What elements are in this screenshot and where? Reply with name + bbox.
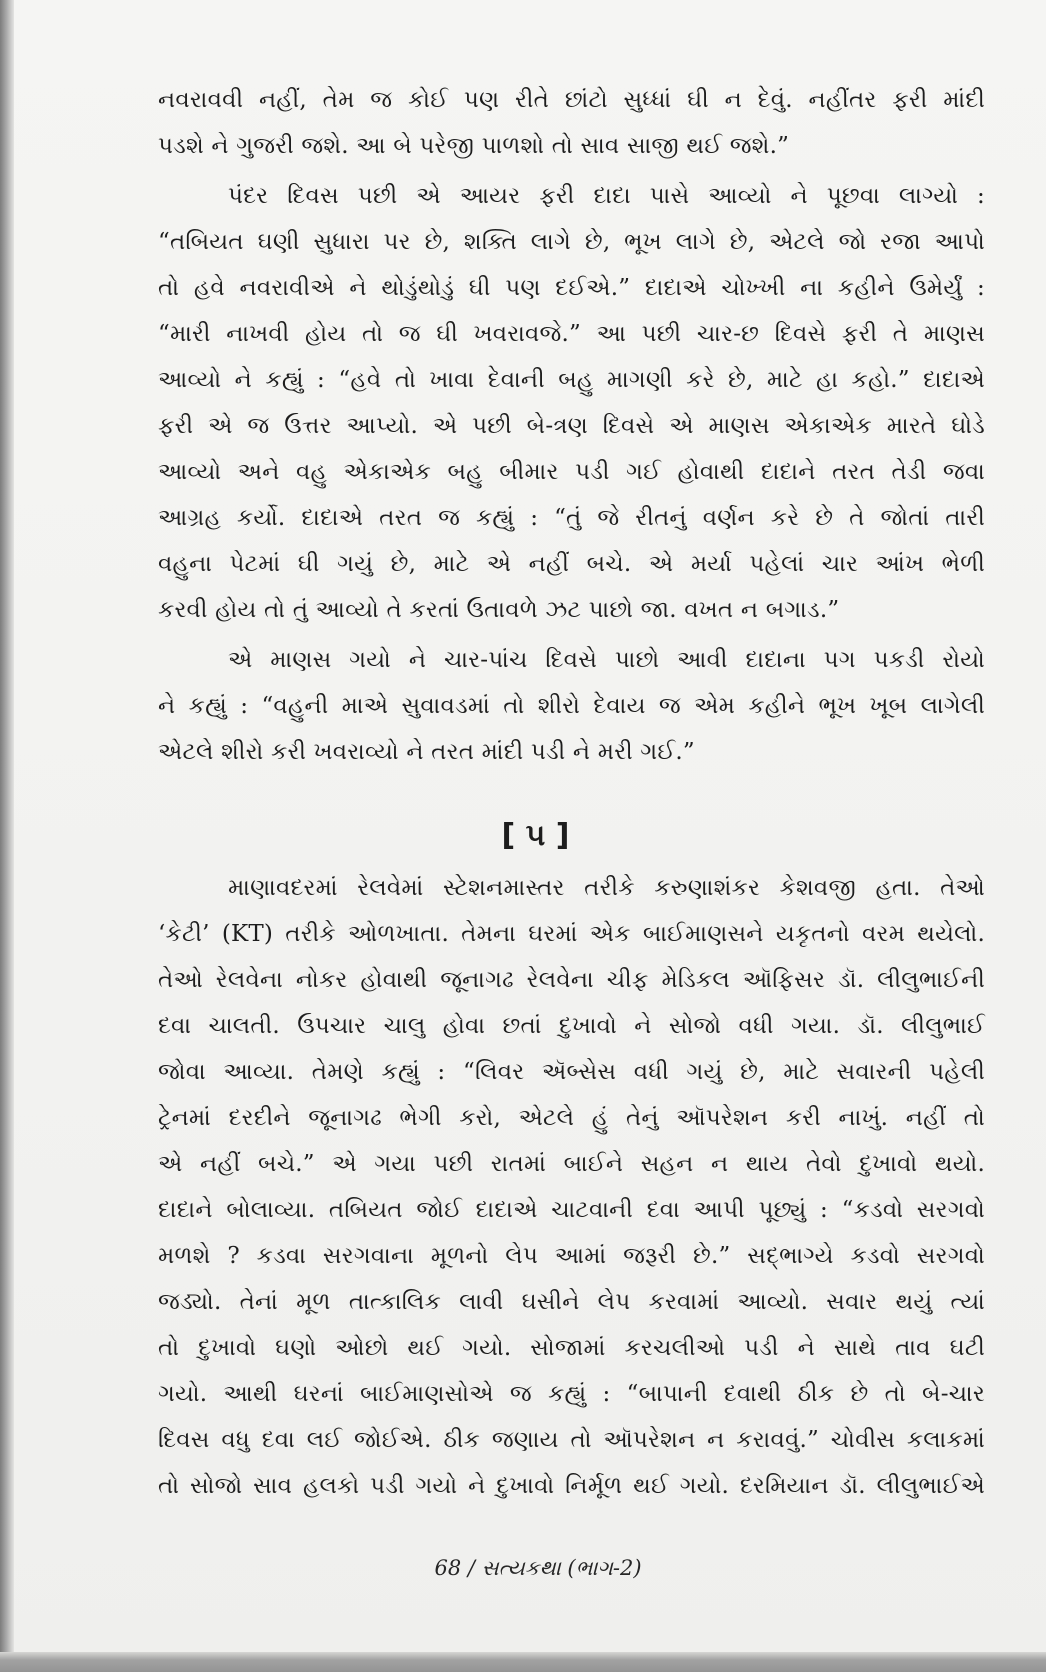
text-line: નવરાવવી નહીં, તેમ જ કોઈ પણ રીતે છાંટો સુધ્ધાં ઘી ન દેવું. નહીંતર ફરી માંદી xyxy=(158,87,985,113)
text-line: આવ્યો અને વહુ એકાએક બહુ બીમાર પડી ગઈ હોવાથી દાદાને તરત તેડી જવા xyxy=(158,459,985,485)
text-line: ને કહ્યું : “વહુની માએ સુવાવડમાં તો શીરો દેવાય જ એમ કહીને ભૂખ ખૂબ લાગેલી xyxy=(158,693,985,719)
body-text xyxy=(158,77,985,1509)
text-line: પડશે ને ગુજરી જશે. આ બે પરેજી પાળશો તો સાવ સાજી થઈ જશે.” xyxy=(158,133,790,159)
text-line: દાદાને બોલાવ્યા. તબિયત જોઈ દાદાએ ચાટવાની દવા આપી પૂછ્યું : “કડવો સરગવો xyxy=(158,1197,985,1223)
paragraph xyxy=(158,77,985,169)
text-line: દવા ચાલતી. ઉપચાર ચાલુ હોવા છતાં દુખાવો ને સોજો વધી ગયા. ડૉ. લીલુભાઈ xyxy=(158,1013,985,1039)
text-line: દિવસ વધુ દવા લઈ જોઈએ. ઠીક જણાય તો ઑપરેશન ન કરાવવું.” ચોવીસ કલાકમાં xyxy=(158,1427,985,1453)
text-line: “મારી નાખવી હોય તો જ ઘી ખવરાવજે.” આ પછી ચાર-છ દિવસે ફરી તે માણસ xyxy=(158,321,985,347)
text-line: જોવા આવ્યા. તેમણે કહ્યું : “લિવર ઍબ્સેસ વધી ગયું છે, માટે સવારની પહેલી xyxy=(158,1059,985,1085)
paragraph xyxy=(158,865,985,1509)
text-line: તેઓ રેલવેના નોકર હોવાથી જૂનાગઢ રેલવેના ચીફ મેડિકલ ઑફિસર ડૉ. લીલુભાઈની xyxy=(158,967,985,993)
text-line: જડ્યો. તેનાં મૂળ તાત્કાલિક લાવી ઘસીને લેપ કરવામાં આવ્યો. સવાર થયું ત્યાં xyxy=(158,1289,985,1315)
scan-bottom-shadow xyxy=(0,1652,1046,1672)
text-line: ટ્રેનમાં દરદીને જૂનાગઢ ભેગી કરો, એટલે હું તેનું ઑપરેશન કરી નાખું. નહીં તો xyxy=(158,1105,985,1131)
text-line: એ માણસ ગયો ને ચાર-પાંચ દિવસે પાછો આવી દાદાના પગ પકડી રોયો xyxy=(228,647,985,673)
text-line: ફરી એ જ ઉત્તર આપ્યો. એ પછી બે-ત્રણ દિવસે એ માણસ એકાએક મારતે ઘોડે xyxy=(158,413,985,439)
text-line: માણાવદરમાં રેલવેમાં સ્ટેશનમાસ્તર તરીકે કરુણાશંકર કેશવજી હતા. તેઓ xyxy=(228,875,985,901)
text-line: આવ્યો ને કહ્યું : “હવે તો ખાવા દેવાની બહુ માગણી કરે છે, માટે હા કહો.” દાદાએ xyxy=(158,367,986,393)
page-footer xyxy=(338,1552,738,1584)
text-line: મળશે ? કડવા સરગવાના મૂળનો લેપ આમાં જરૂરી છે.” સદ્ભાગ્યે કડવો સરગવો xyxy=(158,1243,985,1269)
page-number: 68 xyxy=(434,1556,462,1580)
running-title: સત્યકથા (ભાગ-2) xyxy=(481,1556,642,1580)
paragraph xyxy=(158,637,985,775)
text-line: એ નહીં બચે.” એ ગયા પછી રાતમાં બાઈને સહન ન થાય તેવો દુખાવો થયો. xyxy=(158,1151,985,1177)
text-line: પંદર દિવસ પછી એ આયર ફરી દાદા પાસે આવ્યો ને પૂછવા લાગ્યો : xyxy=(228,183,985,209)
text-line: તો સોજો સાવ હલકો પડી ગયો ને દુખાવો નિર્મૂળ થઈ ગયો. દરમિયાન ડૉ. લીલુભાઈએ xyxy=(158,1473,985,1499)
text-line: તો હવે નવરાવીએ ને થોડુંથોડું ઘી પણ દઈએ.” દાદાએ ચોખ્ખી ના કહીને ઉમેર્યું : xyxy=(158,275,985,301)
text-line: કરવી હોય તો તું આવ્યો તે કરતાં ઉતાવળે ઝટ પાછો જા. વખત ન બગાડ.” xyxy=(158,597,840,623)
text-line: વહુના પેટમાં ઘી ગયું છે, માટે એ નહીં બચે. એ મર્યા પહેલાં ચાર આંખ ભેળી xyxy=(158,551,985,577)
text-line: “તબિયત ઘણી સુધારા પર છે, શક્તિ લાગે છે, ભૂખ લાગે છે, એટલે જો રજા આપો xyxy=(158,229,985,255)
text-line: ગયો. આથી ઘરનાં બાઈમાણસોએ જ કહ્યું : “બાપાની દવાથી ઠીક છે તો બે-ચાર xyxy=(158,1381,985,1407)
section-heading: [ ૫ ] xyxy=(501,818,570,853)
text-line: આગ્રહ કર્યો. દાદાએ તરત જ કહ્યું : “તું જે રીતનું વર્ણન કરે છે તે જોતાં તારી xyxy=(158,505,985,531)
text-line: એટલે શીરો કરી ખવરાવ્યો ને તરત માંદી પડી ને મરી ગઈ.” xyxy=(158,739,695,765)
scan-edge-shadow xyxy=(0,0,14,1672)
footer-separator: / xyxy=(467,1556,475,1580)
paragraph xyxy=(158,173,985,633)
text-line: તો દુખાવો ઘણો ઓછો થઈ ગયો. સોજામાં કરચલીઓ પડી ને સાથે તાવ ઘટી xyxy=(158,1335,985,1361)
text-line: ‘કેટી’ (KT) તરીકે ઓળખાતા. તેમના ઘરમાં એક બાઈમાણસને યકૃતનો વરમ થયેલો. xyxy=(158,921,985,947)
